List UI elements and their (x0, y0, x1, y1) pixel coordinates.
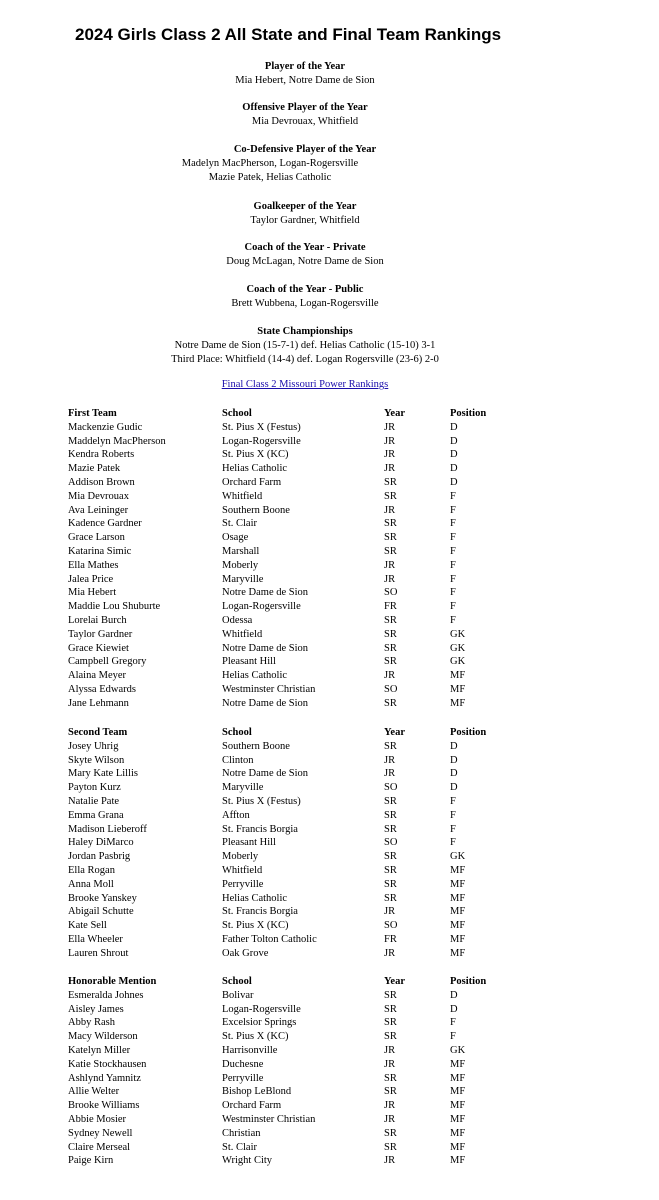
cell-name: Abbie Mosier (68, 1113, 127, 1125)
cell-position: MF (450, 1155, 466, 1167)
cell-year: SR (384, 1086, 397, 1098)
table-row (68, 905, 510, 919)
cell-school: Whitfield (222, 864, 263, 876)
cell-name: Brooke Williams (68, 1100, 140, 1112)
cell-year: SR (384, 1003, 397, 1015)
cell-name: Brooke Yanskey (68, 892, 137, 904)
cell-name: Haley DiMarco (68, 837, 134, 849)
honorable-mention-table (68, 975, 510, 1168)
table-row (68, 1072, 510, 1086)
table-row (68, 1141, 510, 1155)
cell-school: Whitfield (222, 628, 263, 640)
cell-year: SR (384, 656, 397, 668)
cell-year: JR (384, 1113, 396, 1125)
cell-year: SR (384, 614, 397, 626)
cell-year: SO (384, 920, 398, 932)
cell-position: MF (450, 906, 466, 918)
cell-school: St. Clair (222, 518, 258, 530)
cell-school: Helias Catholic (222, 670, 288, 682)
cell-position: MF (450, 864, 466, 876)
cell-school: Southern Boone (222, 504, 290, 516)
award-recipient: Mia Hebert, Notre Dame de Sion (235, 75, 375, 86)
cell-position: F (450, 573, 456, 585)
cell-school: Perryville (222, 878, 264, 890)
cell-school: Affton (222, 809, 250, 821)
third-place-result: Third Place: Whitfield (14-4) def. Logan Rogersville (23-6) 2-0 (171, 354, 439, 365)
table-row (68, 767, 510, 781)
cell-school: St. Pius X (KC) (222, 449, 289, 461)
cell-year: SR (384, 864, 397, 876)
column-header-name: Honorable Mention (68, 976, 157, 987)
cell-name: Ava Leininger (68, 504, 129, 516)
table-row (68, 878, 510, 892)
cell-name: Emma Grana (68, 809, 124, 821)
cell-name: Addison Brown (68, 476, 135, 488)
table-row (68, 836, 510, 850)
cell-name: Maddie Lou Shuburte (68, 601, 161, 613)
cell-name: Ella Rogan (68, 864, 115, 876)
table-row (68, 809, 510, 823)
cell-year: JR (384, 670, 396, 682)
cell-school: St. Francis Borgia (222, 823, 298, 835)
column-header-year: Year (384, 976, 405, 987)
table-row (68, 614, 510, 628)
table-row (68, 586, 510, 600)
cell-position: F (450, 601, 456, 613)
cell-school: Helias Catholic (222, 892, 288, 904)
cell-school: Logan-Rogersville (222, 435, 301, 447)
cell-name: Taylor Gardner (68, 628, 133, 640)
cell-position: F (450, 490, 456, 502)
table-row (68, 1127, 510, 1141)
cell-year: JR (384, 947, 396, 959)
cell-year: SR (384, 878, 397, 890)
cell-position: MF (450, 1058, 466, 1070)
award-heading: Coach of the Year - Private (244, 242, 366, 253)
column-header-year: Year (384, 408, 405, 419)
cell-school: St. Pius X (KC) (222, 1031, 289, 1043)
cell-name: Madison Lieberoff (68, 823, 147, 835)
power-rankings-link[interactable]: Final Class 2 Missouri Power Rankings (221, 379, 389, 390)
cell-name: Esmeralda Johnes (68, 989, 144, 1001)
award-coach-private (0, 241, 610, 269)
cell-year: SO (384, 683, 398, 695)
cell-year: JR (384, 768, 396, 780)
cell-year: JR (384, 435, 396, 447)
cell-position: MF (450, 683, 466, 695)
cell-name: Jordan Pasbrig (68, 851, 131, 863)
cell-school: Moberly (222, 851, 259, 863)
table-row (68, 642, 510, 656)
cell-year: JR (384, 449, 396, 461)
table-row (68, 795, 510, 809)
cell-year: SO (384, 837, 398, 849)
cell-year: JR (384, 1155, 396, 1167)
column-header-school: School (222, 727, 252, 738)
cell-school: Moberly (222, 559, 259, 571)
award-goalkeeper (0, 200, 610, 228)
cell-name: Katarina Simic (68, 545, 132, 557)
cell-year: JR (384, 559, 396, 571)
cell-year: SR (384, 823, 397, 835)
cell-school: Osage (222, 532, 249, 544)
cell-name: Mia Devrouax (68, 490, 129, 502)
cell-position: MF (450, 878, 466, 890)
second-team-table (68, 726, 510, 961)
cell-school: Logan-Rogersville (222, 1003, 301, 1015)
table-row (68, 669, 510, 683)
cell-position: F (450, 809, 456, 821)
table-row (68, 531, 510, 545)
cell-name: Abigail Schutte (68, 906, 134, 918)
cell-year: SR (384, 532, 397, 544)
cell-school: Southern Boone (222, 740, 290, 752)
cell-name: Ella Wheeler (68, 933, 123, 945)
award-recipient: Madelyn MacPherson, Logan-Rogersville (181, 158, 359, 169)
award-recipient: Doug McLagan, Notre Dame de Sion (226, 256, 384, 267)
cell-year: JR (384, 421, 396, 433)
cell-school: Whitfield (222, 490, 263, 502)
table-row (68, 1044, 510, 1058)
cell-name: Ella Mathes (68, 559, 119, 571)
cell-school: St. Pius X (Festus) (222, 421, 301, 433)
cell-name: Josey Uhrig (68, 740, 119, 752)
cell-name: Kadence Gardner (68, 518, 142, 530)
cell-position: D (450, 435, 458, 447)
cell-name: Jalea Price (68, 573, 114, 585)
cell-name: Mary Kate Lillis (68, 768, 138, 780)
cell-name: Abby Rash (68, 1017, 115, 1029)
cell-position: MF (450, 670, 466, 682)
cell-year: FR (384, 601, 397, 613)
cell-name: Maddelyn MacPherson (68, 435, 166, 447)
cell-school: Maryville (222, 573, 264, 585)
cell-year: SR (384, 1072, 397, 1084)
cell-name: Katelyn Miller (68, 1044, 131, 1056)
cell-year: SR (384, 628, 397, 640)
table-header-row (68, 726, 510, 740)
cell-position: D (450, 754, 458, 766)
cell-year: SR (384, 642, 397, 654)
cell-position: MF (450, 933, 466, 945)
table-row (68, 933, 510, 947)
cell-school: Bolivar (222, 989, 254, 1001)
cell-year: SR (384, 1141, 397, 1153)
state-championships (0, 325, 610, 367)
cell-school: Notre Dame de Sion (222, 697, 309, 709)
cell-year: JR (384, 1044, 396, 1056)
cell-school: Westminster Christian (222, 683, 316, 695)
championships-heading: State Championships (257, 326, 353, 337)
table-row (68, 919, 510, 933)
cell-year: JR (384, 573, 396, 585)
column-header-position: Position (450, 408, 487, 419)
table-row (68, 1003, 510, 1017)
table-row (68, 864, 510, 878)
table-row (68, 476, 510, 490)
cell-position: MF (450, 1127, 466, 1139)
table-row (68, 490, 510, 504)
cell-position: F (450, 504, 456, 516)
cell-position: F (450, 1017, 456, 1029)
cell-name: Aisley James (68, 1003, 124, 1015)
cell-position: D (450, 989, 458, 1001)
column-header-name: Second Team (68, 727, 128, 738)
cell-name: Campbell Gregory (68, 656, 147, 668)
cell-name: Lauren Shrout (68, 947, 129, 959)
cell-year: SR (384, 740, 397, 752)
cell-position: F (450, 823, 456, 835)
cell-position: F (450, 795, 456, 807)
cell-name: Macy Wilderson (68, 1031, 138, 1043)
table-row (68, 1099, 510, 1113)
cell-name: Mazie Patek (68, 463, 121, 475)
table-row (68, 1030, 510, 1044)
cell-year: JR (384, 504, 396, 516)
table-row (68, 1085, 510, 1099)
cell-year: JR (384, 463, 396, 475)
cell-school: Orchard Farm (222, 476, 282, 488)
award-recipient: Mazie Patek, Helias Catholic (208, 172, 332, 183)
cell-position: GK (450, 851, 466, 863)
cell-position: F (450, 587, 456, 599)
cell-position: MF (450, 1100, 466, 1112)
cell-school: Pleasant Hill (222, 656, 276, 668)
cell-position: GK (450, 628, 466, 640)
cell-position: MF (450, 892, 466, 904)
cell-position: GK (450, 1044, 466, 1056)
table-row (68, 1154, 510, 1168)
table-row (68, 740, 510, 754)
cell-school: Logan-Rogersville (222, 601, 301, 613)
cell-position: MF (450, 1072, 466, 1084)
cell-position: GK (450, 656, 466, 668)
cell-name: Grace Kiewiet (68, 642, 129, 654)
cell-name: Anna Moll (68, 878, 114, 890)
cell-school: Notre Dame de Sion (222, 768, 309, 780)
cell-position: D (450, 740, 458, 752)
cell-school: Pleasant Hill (222, 837, 276, 849)
table-row (68, 655, 510, 669)
table-row (68, 504, 510, 518)
cell-position: D (450, 476, 458, 488)
cell-school: Excelsior Springs (222, 1017, 297, 1029)
cell-position: D (450, 782, 458, 794)
cell-name: Alyssa Edwards (68, 683, 136, 695)
cell-school: St. Pius X (KC) (222, 920, 289, 932)
award-heading: Player of the Year (264, 61, 346, 72)
first-team-table (68, 407, 510, 711)
cell-year: JR (384, 906, 396, 918)
column-header-school: School (222, 408, 252, 419)
cell-school: Father Tolton Catholic (222, 933, 317, 945)
table-row (68, 1113, 510, 1127)
table-row (68, 892, 510, 906)
cell-school: Wright City (222, 1155, 273, 1167)
award-heading: Offensive Player of the Year (242, 102, 368, 113)
cell-school: Duchesne (222, 1058, 264, 1070)
cell-position: MF (450, 1141, 466, 1153)
cell-year: SR (384, 476, 397, 488)
award-co-defensive-player (0, 143, 610, 185)
cell-position: MF (450, 1113, 466, 1125)
award-recipient: Taylor Gardner, Whitfield (250, 215, 360, 226)
cell-name: Lorelai Burch (68, 614, 127, 626)
cell-year: SR (384, 851, 397, 863)
cell-year: SO (384, 587, 398, 599)
cell-school: Notre Dame de Sion (222, 587, 309, 599)
cell-position: F (450, 614, 456, 626)
cell-name: Ashlynd Yamnitz (68, 1072, 141, 1084)
cell-position: F (450, 1031, 456, 1043)
cell-year: SR (384, 809, 397, 821)
table-row (68, 628, 510, 642)
cell-position: MF (450, 697, 466, 709)
table-row (68, 781, 510, 795)
table-row (68, 1058, 510, 1072)
cell-position: D (450, 768, 458, 780)
cell-school: St. Francis Borgia (222, 906, 298, 918)
cell-year: SR (384, 697, 397, 709)
cell-name: Mackenzie Gudic (68, 421, 143, 433)
cell-name: Sydney Newell (68, 1127, 133, 1139)
cell-year: JR (384, 1058, 396, 1070)
cell-year: SR (384, 1127, 397, 1139)
table-row (68, 823, 510, 837)
cell-name: Payton Kurz (68, 782, 121, 794)
cell-school: Bishop LeBlond (222, 1086, 292, 1098)
cell-school: St. Pius X (Festus) (222, 795, 301, 807)
table-row (68, 462, 510, 476)
cell-year: SO (384, 782, 398, 794)
table-row (68, 683, 510, 697)
cell-position: F (450, 532, 456, 544)
cell-school: Orchard Farm (222, 1100, 282, 1112)
cell-year: JR (384, 754, 396, 766)
award-heading: Coach of the Year - Public (246, 284, 364, 295)
cell-name: Claire Merseal (68, 1141, 131, 1153)
award-recipient: Brett Wubbena, Logan-Rogersville (231, 298, 379, 309)
column-header-position: Position (450, 727, 487, 738)
cell-position: F (450, 545, 456, 557)
cell-position: D (450, 421, 458, 433)
table-row (68, 754, 510, 768)
cell-year: SR (384, 989, 397, 1001)
cell-school: Helias Catholic (222, 463, 288, 475)
table-row (68, 545, 510, 559)
cell-year: SR (384, 490, 397, 502)
cell-school: Odessa (222, 614, 253, 626)
cell-school: Marshall (222, 545, 260, 557)
table-row (68, 559, 510, 573)
cell-school: Christian (222, 1127, 261, 1139)
cell-year: SR (384, 1017, 397, 1029)
table-row (68, 697, 510, 711)
cell-year: SR (384, 1031, 397, 1043)
cell-name: Kate Sell (68, 920, 107, 932)
table-row (68, 573, 510, 587)
cell-position: MF (450, 1086, 466, 1098)
table-row (68, 600, 510, 614)
table-header-row (68, 975, 510, 989)
cell-year: JR (384, 1100, 396, 1112)
cell-year: SR (384, 545, 397, 557)
cell-position: F (450, 837, 456, 849)
cell-position: F (450, 518, 456, 530)
column-header-position: Position (450, 976, 487, 987)
table-row (68, 947, 510, 961)
cell-name: Jane Lehmann (68, 697, 129, 709)
cell-school: Harrisonville (222, 1044, 278, 1056)
cell-position: MF (450, 920, 466, 932)
cell-school: Oak Grove (222, 947, 269, 959)
award-heading: Goalkeeper of the Year (253, 201, 357, 212)
cell-position: F (450, 559, 456, 571)
column-header-school: School (222, 976, 252, 987)
award-coach-public (0, 283, 610, 311)
column-header-name: First Team (68, 408, 117, 419)
cell-position: D (450, 449, 458, 461)
cell-name: Grace Larson (68, 532, 125, 544)
award-recipient: Mia Devrouax, Whitfield (251, 116, 359, 127)
column-header-year: Year (384, 727, 405, 738)
table-row (68, 435, 510, 449)
award-offensive-player (0, 101, 610, 129)
cell-school: St. Clair (222, 1141, 258, 1153)
award-heading: Co-Defensive Player of the Year (233, 144, 377, 155)
cell-position: MF (450, 947, 466, 959)
cell-school: Westminster Christian (222, 1113, 316, 1125)
table-row (68, 421, 510, 435)
table-row (68, 517, 510, 531)
cell-name: Allie Welter (68, 1086, 120, 1098)
cell-position: D (450, 463, 458, 475)
table-header-row (68, 407, 510, 421)
cell-name: Kendra Roberts (68, 449, 135, 461)
cell-school: Clinton (222, 754, 254, 766)
cell-year: SR (384, 892, 397, 904)
championship-result: Notre Dame de Sion (15-7-1) def. Helias Catholic (15-10) 3-1 (174, 340, 436, 351)
table-row (68, 989, 510, 1003)
cell-name: Alaina Meyer (68, 670, 127, 682)
cell-year: SR (384, 518, 397, 530)
cell-name: Natalie Pate (68, 795, 120, 807)
cell-name: Paige Kirn (68, 1155, 114, 1167)
award-player-of-the-year (0, 60, 610, 88)
cell-year: FR (384, 933, 397, 945)
table-row (68, 448, 510, 462)
cell-school: Perryville (222, 1072, 264, 1084)
cell-year: SR (384, 795, 397, 807)
table-row (68, 850, 510, 864)
cell-school: Maryville (222, 782, 264, 794)
page-title: 2024 Girls Class 2 All State and Final Team Rankings (75, 25, 502, 44)
cell-school: Notre Dame de Sion (222, 642, 309, 654)
cell-position: D (450, 1003, 458, 1015)
cell-name: Skyte Wilson (68, 754, 125, 766)
cell-position: GK (450, 642, 466, 654)
table-row (68, 1016, 510, 1030)
cell-name: Mia Hebert (68, 587, 117, 599)
cell-name: Katie Stockhausen (68, 1058, 147, 1070)
